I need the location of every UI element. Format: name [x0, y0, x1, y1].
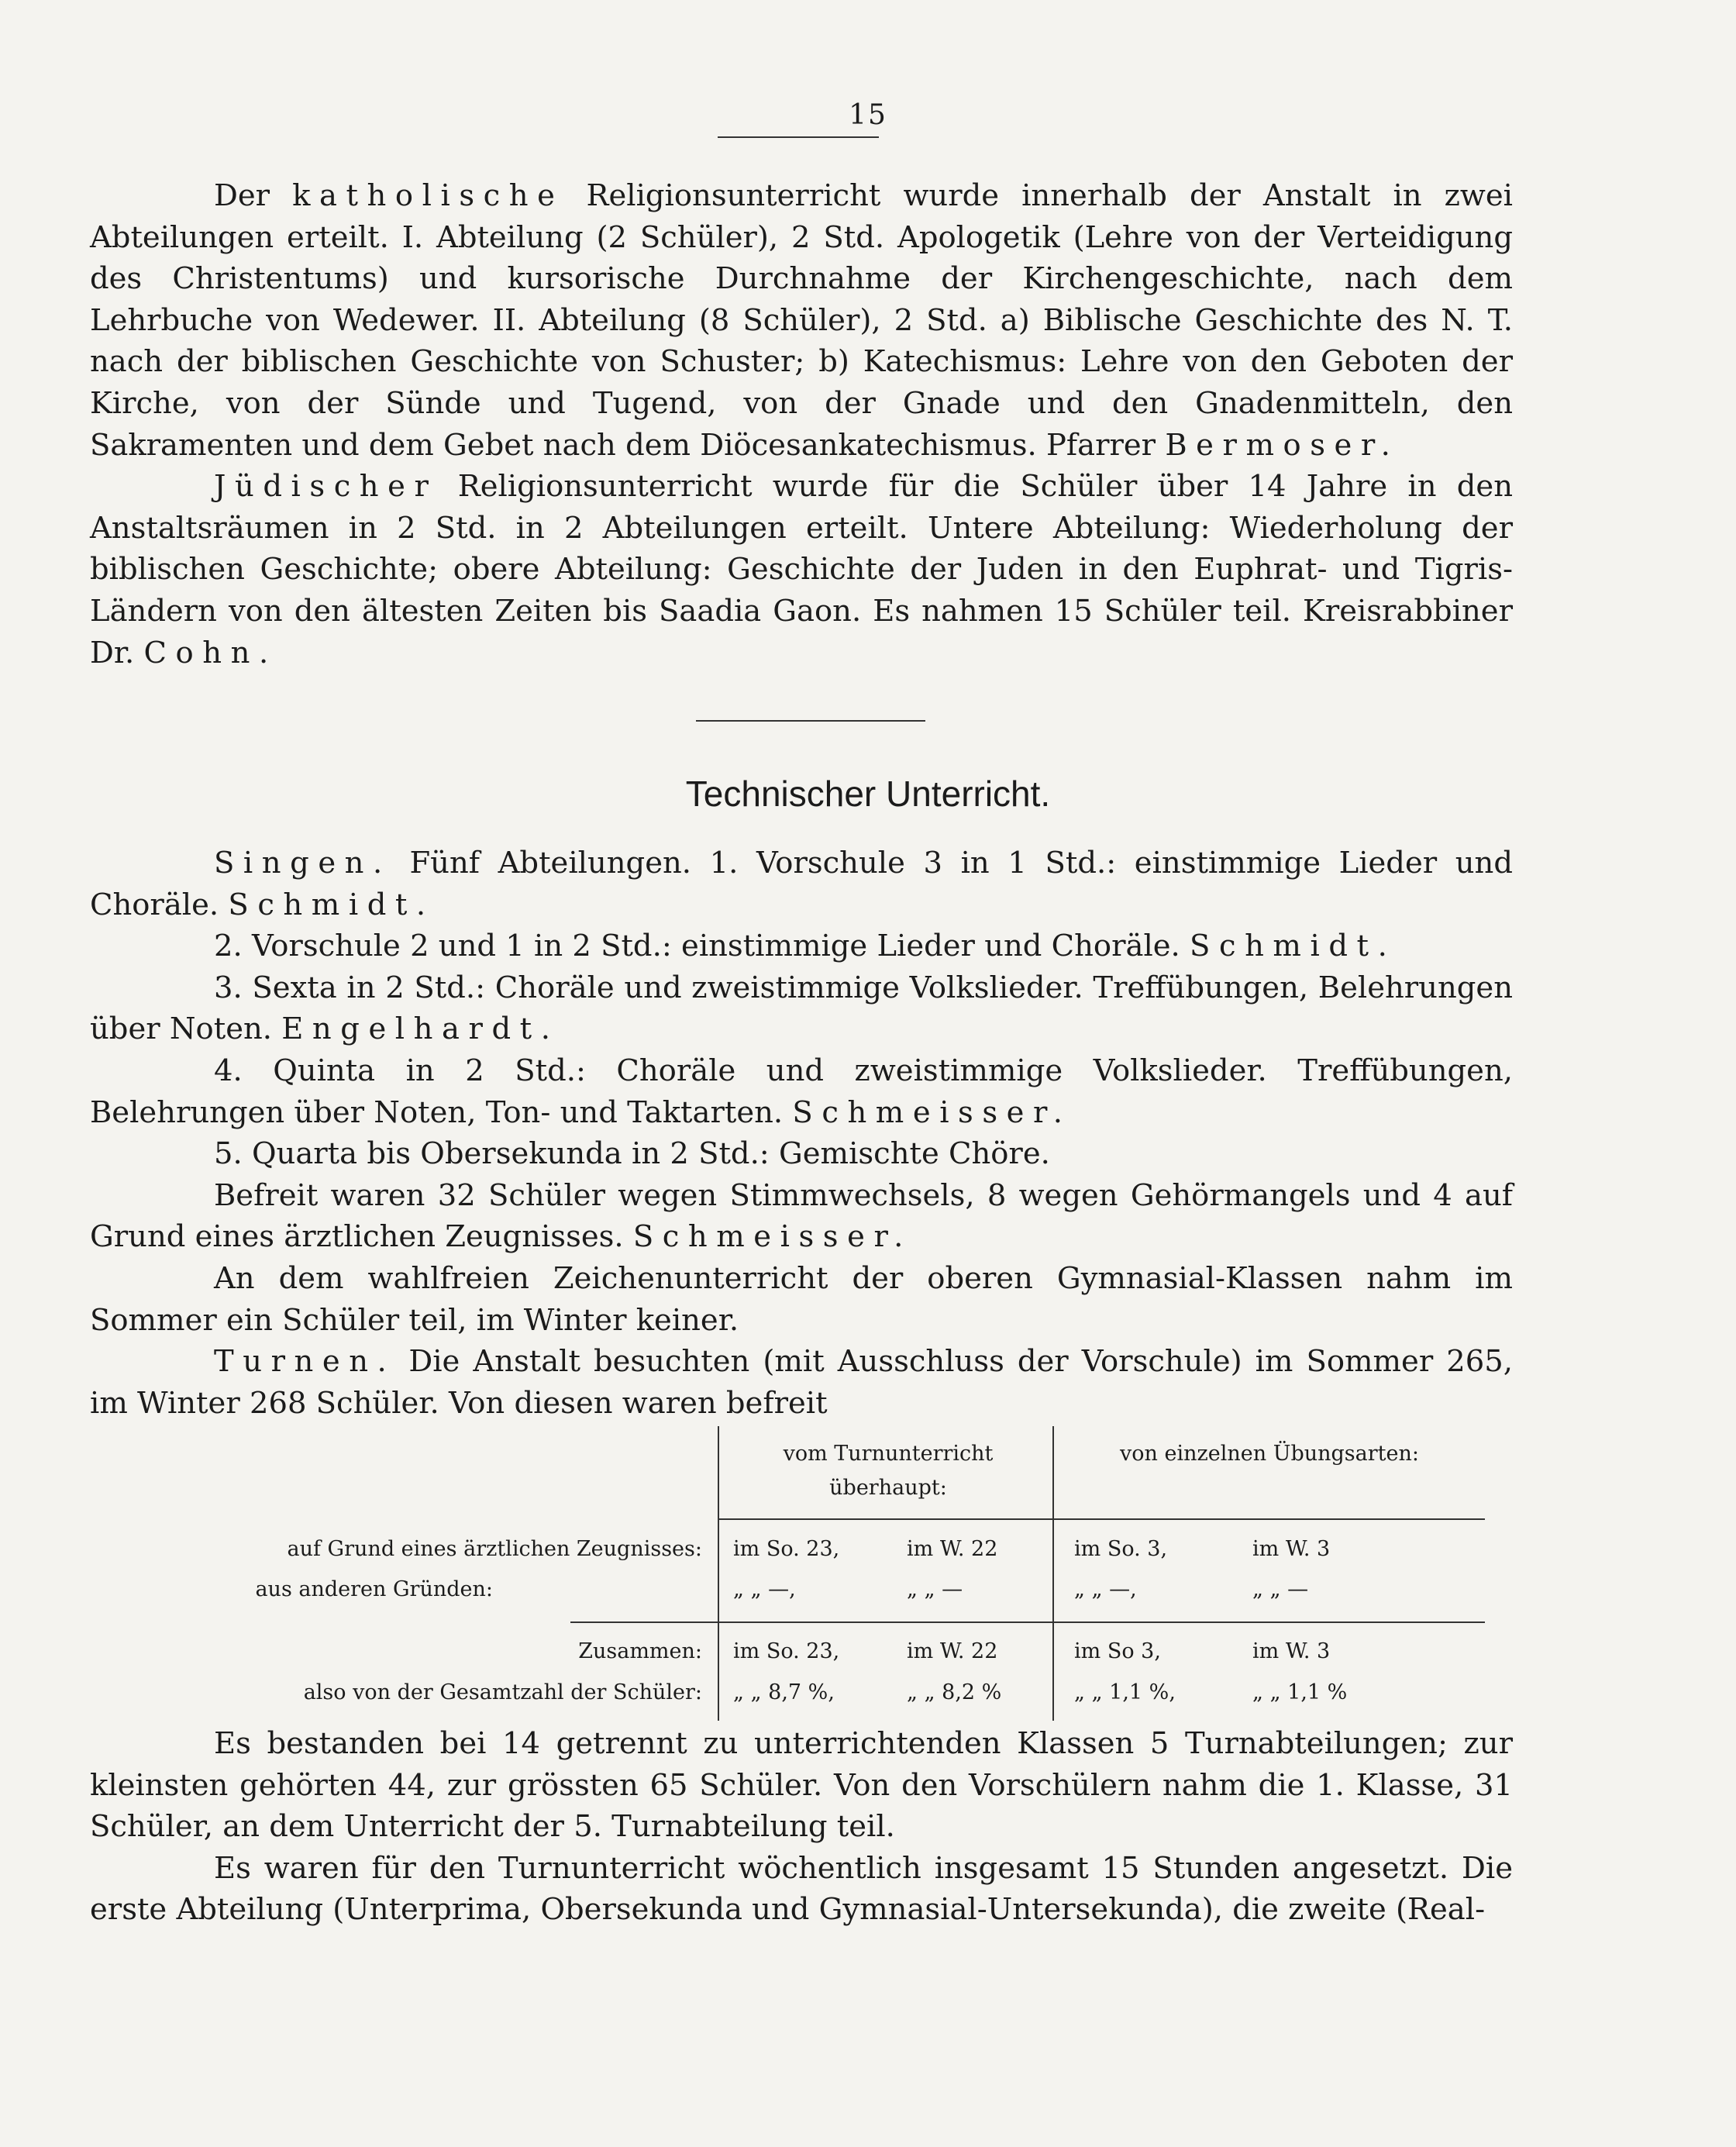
- technical-section: [90, 843, 1513, 1424]
- singen-paragraph-3: [90, 967, 1513, 1050]
- teacher-name: Schmeisser.: [632, 1219, 912, 1255]
- page-number: 15: [849, 99, 887, 131]
- table-header-col1: vom Turnunterricht überhaupt:: [783, 1442, 994, 1500]
- table-cell: „ „ 1,1 %,: [1074, 1680, 1176, 1704]
- singen-paragraph-5: [90, 1133, 1513, 1175]
- closing-paragraph-2: Es waren für den Turnunterricht wöchentlich insgesamt 15 Stunden angesetzt. Die erste Abteilung (Unterprima, Obersekunda und Gymnasial-Untersekunda), die zweite (Real-: [90, 1850, 1513, 1928]
- table-cell: im So. 23,: [733, 1537, 840, 1561]
- teacher-name: Engelhardt.: [281, 1011, 560, 1047]
- section-divider: [696, 720, 925, 722]
- teacher-name: Schmidt.: [228, 887, 435, 922]
- table-vline: [718, 1426, 719, 1721]
- teacher-name: Bermoser.: [1165, 427, 1400, 463]
- closing-paragraph-1: Es bestanden bei 14 getrennt zu unterrichtenden Klassen 5 Turnabteilungen; zur kleinsten gehörten 44, zur grössten 65 Schüler. Von den Vorschülern nahm die 1. Klasse, 31 Schüler, an dem Unterricht der 5. Turnabteilung teil.: [90, 1726, 1513, 1845]
- singen-paragraph-4: [90, 1050, 1513, 1133]
- table-cell: „ „ 8,7 %,: [733, 1680, 835, 1704]
- section-heading: Technischer Unterricht.: [685, 774, 1051, 814]
- jewish-paragraph: [90, 466, 1513, 674]
- catholic-paragraph: [90, 175, 1513, 466]
- paragraph-text: Fünf Abteilungen. 1. Vorschule 3 in 1 Std.: einstimmige Lieder und Choräle.: [90, 846, 1513, 922]
- table-cell: im So. 23,: [733, 1639, 840, 1663]
- spaced-keyword: Turnen.: [214, 1344, 396, 1380]
- table-row-label: auf Grund eines ärztlichen Zeugnisses:: [287, 1537, 702, 1561]
- paragraph-text: Religionsunterricht wurde innerhalb der Anstalt in zwei Abteilungen erteilt. I. Abteilung (2 Schüler), 2 Std. Apologetik (Lehre von der Verteidigung des Christentums) und kursorische Durchnahme der Kirchengeschichte, nach dem Lehrbuche von Wedewer. II. Abteilung (8 Schüler), 2 Std. a) Biblische Geschichte des N. T. nach der biblischen Geschichte von Schuster; b) Katechismus: Lehre von den Geboten der Kirche, von der Sünde und Tugend, von der Gnade und den Gnadenmitteln, den Sakramenten und dem Gebet nach dem Diöcesankatechismus. Pfarrer: [90, 178, 1513, 463]
- table-cell: im So 3,: [1074, 1639, 1161, 1663]
- table-cell: im W. 3: [1252, 1537, 1331, 1561]
- table-cell: „ „ —: [907, 1577, 963, 1601]
- table-sum-rule: [570, 1621, 1485, 1623]
- spaced-keyword: Singen.: [214, 846, 391, 881]
- paragraph-text: 2. Vorschule 2 und 1 in 2 Std.: einstimmige Lieder und Choräle.: [214, 929, 1180, 964]
- table-header-rule: [718, 1518, 1485, 1520]
- paragraph-text: An dem wahlfreien Zeichenunterricht der oberen Gymnasial-Klassen nahm im Sommer ein Schüler teil, im Winter keiner.: [90, 1260, 1513, 1338]
- table-row-label: Zusammen:: [578, 1639, 702, 1663]
- table-cell: im W. 3: [1252, 1639, 1331, 1663]
- singen-paragraph-2: [90, 925, 1513, 967]
- table-cell: „ „ —,: [733, 1577, 796, 1601]
- paragraph-text: 5. Quarta bis Obersekunda in 2 Std.: Gemischte Chöre.: [214, 1136, 1050, 1172]
- table-row-label: aus anderen Gründen:: [255, 1577, 493, 1601]
- teacher-name: Schmeisser.: [792, 1094, 1072, 1130]
- paragraph-text: Die Anstalt besuchten (mit Ausschluss der Vorschule) im Sommer 265, im Winter 268 Schüler. Von diesen waren befreit: [90, 1344, 1513, 1421]
- teacher-name: Schmidt.: [1190, 929, 1397, 964]
- singen-paragraph-6: [90, 1175, 1513, 1258]
- paragraph-text: Befreit waren 32 Schüler wegen Stimmwechsels, 8 wegen Gehörmangels und 4 auf Grund eines ärztlichen Zeugnisses.: [90, 1177, 1513, 1255]
- singen-paragraph-1: [90, 843, 1513, 925]
- table-vline: [1052, 1426, 1054, 1721]
- table-cell: „ „ —: [1252, 1577, 1309, 1601]
- paragraph-text: Religionsunterricht wurde für die Schüler über 14 Jahre in den Anstaltsräumen in 2 Std. in 2 Abteilungen erteilt. Untere Abteilung: Wiederholung der biblischen Geschichte; obere Abteilung: Geschichte der Juden in den Euphrat- und Tigris-Ländern von den ältesten Zeiten bis Saadia Gaon. Es nahmen 15 Schüler teil. Kreisrabbiner Dr.: [90, 469, 1513, 670]
- table-header-col2: von einzelnen Übungsarten:: [1120, 1442, 1419, 1466]
- paragraph-text: 3. Sexta in 2 Std.: Choräle und zweistimmige Volkslieder. Treffübungen, Belehrungen über Noten.: [90, 970, 1513, 1047]
- religion-section: [90, 175, 1513, 674]
- teacher-name: Cohn.: [143, 635, 277, 670]
- exemption-table: [90, 1426, 1513, 1721]
- spaced-keyword: Jüdischer: [214, 469, 438, 505]
- table-cell: „ „ —,: [1074, 1577, 1137, 1601]
- spaced-keyword: katholische: [292, 178, 564, 213]
- para-intro: Der: [214, 178, 270, 213]
- table-cell: im W. 22: [907, 1537, 998, 1561]
- closing-section: [90, 1723, 1513, 1931]
- turnen-paragraph: [90, 1341, 1513, 1424]
- table-row-label: also von der Gesamtzahl der Schüler:: [303, 1680, 702, 1704]
- table-cell: „ „ 1,1 %: [1252, 1680, 1348, 1704]
- zeichnen-paragraph: [90, 1258, 1513, 1341]
- table-cell: „ „ 8,2 %: [907, 1680, 1002, 1704]
- table-cell: im So. 3,: [1074, 1537, 1168, 1561]
- table-cell: im W. 22: [907, 1639, 998, 1663]
- page-number-rule: [718, 136, 879, 138]
- paragraph-text: 4. Quinta in 2 Std.: Choräle und zweistimmige Volkslieder. Treffübungen, Belehrungen über Noten, Ton- und Taktarten.: [90, 1053, 1513, 1130]
